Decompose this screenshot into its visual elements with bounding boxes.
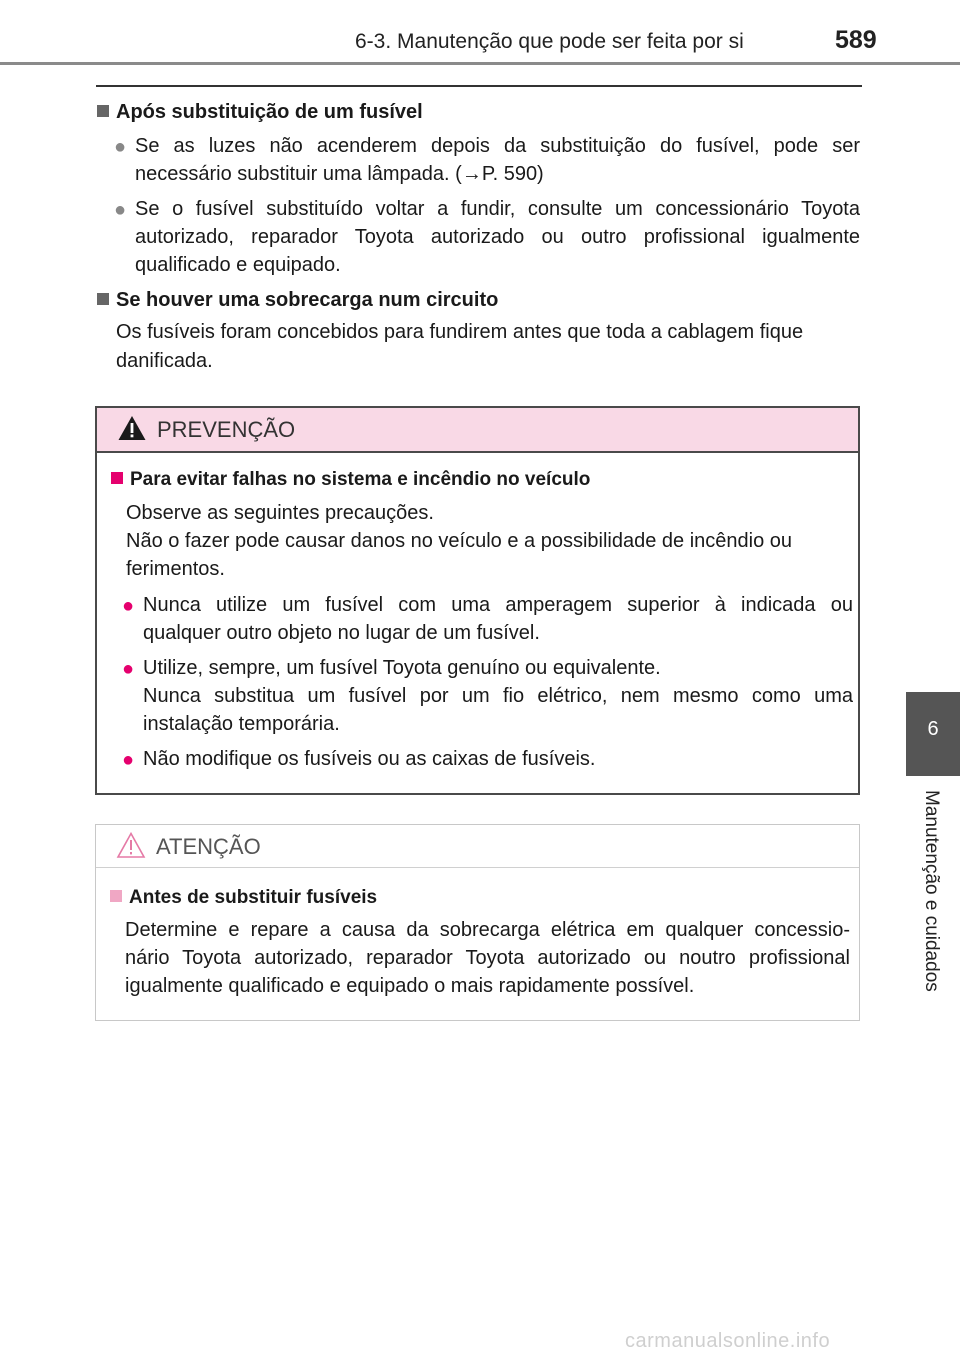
text-line: Não o fazer pode causar danos no veículo e a possibilidade de incêndio ou [126,530,793,552]
text-line: instalação temporária. [143,713,340,735]
text-line: autorizado, reparador Toyota autorizado ou outro profissional igualmente [135,226,860,248]
notice-heading [110,887,377,909]
text-line: ferimentos. [126,558,225,580]
square-bullet-icon [97,105,109,117]
caution-heading [111,469,590,491]
header-section-title: 6-3. Manutenção que pode ser feita por si [355,30,744,53]
chapter-tab-number: 6 [927,718,939,740]
caution-box [95,406,860,795]
page-number: 589 [835,26,877,54]
list-item [122,745,853,773]
section-heading-text: Se houver uma sobrecarga num circuito [116,289,499,311]
text-line: Nunca utilize um fusível com uma amperagem superior à indicada ou [143,594,853,616]
section-heading-after-replacement [97,101,423,124]
text-line: Se o fusível substituído voltar a fundir, consulte um concessionário Toyota [135,198,860,220]
content-top-rule [96,85,862,87]
text-line: igualmente qualificado e equipado o mais rapidamente possível. [125,975,695,997]
text-line: danificada. [116,350,213,372]
text-line: Se as luzes não acenderem depois da substituição do fusível, pode ser [135,135,860,157]
overload-paragraph [116,318,860,376]
text-line: Observe as seguintes precauções. [126,502,434,524]
bullet-icon: ● [122,658,135,680]
caution-intro [126,499,851,583]
caution-title: PREVENÇÃO [157,417,296,442]
text-line: Não modifique os fusíveis ou as caixas de fusíveis. [143,748,596,770]
section-heading-overload [97,289,498,312]
text-line: Determine e repare a causa da sobrecarga elétrica em qualquer concessio- [125,919,850,941]
notice-heading-text: Antes de substituir fusíveis [129,887,378,908]
warning-triangle-filled-icon [117,414,147,442]
bullet-icon: ● [122,749,135,771]
list-item [122,654,853,738]
bullet-icon: ● [122,595,135,617]
chapter-tab[interactable] [906,692,960,776]
text-line: Utilize, sempre, um fusível Toyota genuíno ou equivalente. [143,657,661,679]
section-heading-text: Após substituição de um fusível [116,101,423,123]
notice-paragraph [125,916,850,1000]
text-line: qualificado e equipado. [135,254,341,276]
text-line: qualquer outro objeto no lugar de um fusível. [143,622,540,644]
caution-header [97,408,858,453]
text-line: Nunca substitua um fusível por um fio elétrico, nem mesmo como uma [143,685,853,707]
notice-box [95,824,860,1021]
bullet-icon: ● [114,199,127,221]
watermark: carmanualsonline.info [625,1330,831,1352]
list-item [114,132,860,188]
caution-heading-text: Para evitar falhas no sistema e incêndio no veículo [130,469,591,490]
notice-header [96,825,859,868]
chapter-label: Manutenção e cuidados [921,790,942,992]
square-bullet-icon [110,890,122,902]
text-line: nário Toyota autorizado, reparador Toyota autorizado ou noutro profissional [125,947,850,969]
square-bullet-icon [97,293,109,305]
bullet-icon: ● [114,136,127,158]
list-item [114,195,860,279]
text-line: Os fusíveis foram concebidos para fundirem antes que toda a cablagem fique [116,321,804,343]
header-divider [0,62,960,65]
text-line: necessário substituir uma lâmpada. (→P. 590) [135,163,544,185]
square-bullet-icon [111,472,123,484]
warning-triangle-outline-icon [116,831,146,859]
list-item [122,591,853,647]
notice-title: ATENÇÃO [156,834,261,859]
